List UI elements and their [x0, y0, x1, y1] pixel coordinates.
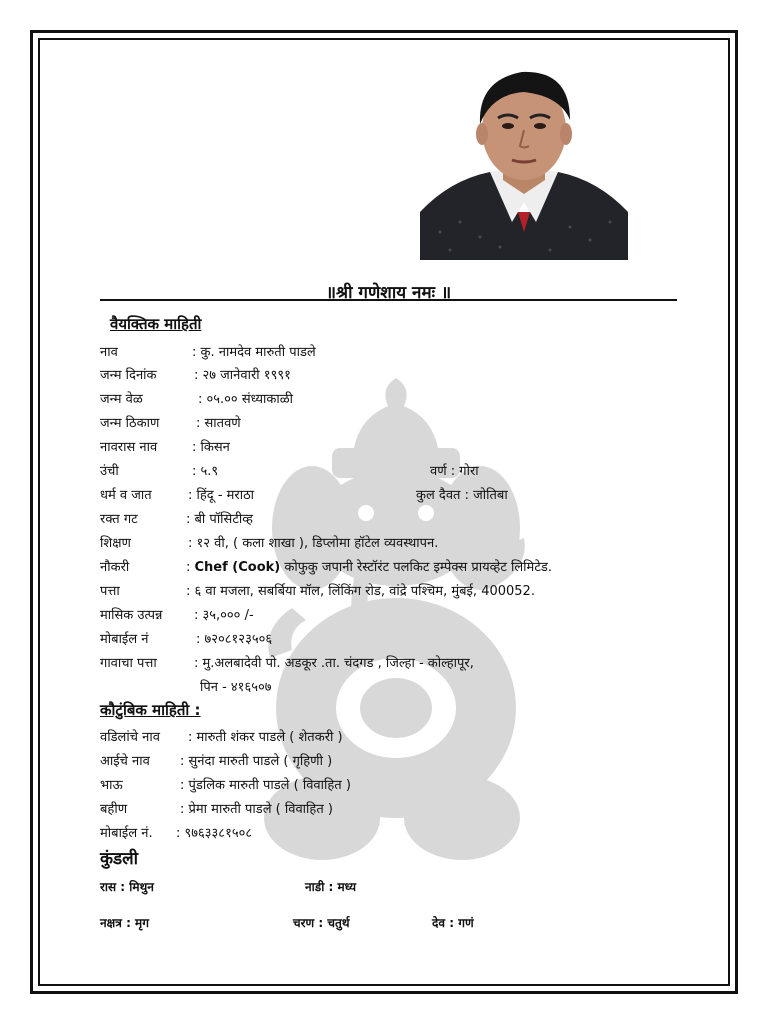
blood-label: रक्त गट [100, 512, 138, 527]
personal-info-heading: वैयक्तिक माहिती [110, 315, 202, 333]
sister-label: बहीण [100, 802, 128, 817]
religion-value: : हिंदू - मराठा [188, 488, 255, 503]
mobile-value: : ७२०८१२३५०६ [196, 632, 273, 647]
kuldaivat: कुल दैवत : जोतिबा [416, 488, 508, 503]
invocation-title: ॥श्री गणेशाय नमः ॥ [325, 283, 452, 303]
mother-value: : सुनंदा मारुती पाडले ( गृहिणी ) [180, 754, 333, 769]
address-label: पत्ता [100, 584, 120, 599]
dev: देव : गणं [432, 916, 474, 930]
alias-value: : किसन [192, 440, 230, 455]
birth-time-label: जन्म वेळ [100, 392, 143, 407]
pin-value: पिन - ४१६५०७ [200, 680, 272, 695]
birth-place-value: : सातवणे [196, 416, 241, 431]
job-label: नौकरी [100, 560, 130, 575]
sister-value: : प्रेमा मारुती पाडले ( विवाहित ) [180, 802, 333, 817]
address-value: : ६ वा मजला, सबर्बिया मॉल, लिंकिंग रोड, वांद्रे पश्चिम, मुंबई, 400052. [186, 584, 535, 599]
job-prefix: : [186, 560, 195, 575]
religion-label: धर्म व जात [100, 488, 152, 503]
height-label: उंची [100, 464, 119, 479]
job-value [186, 557, 552, 575]
job-title: Chef (Cook) [194, 560, 281, 575]
village-value: : मु.अलबादेवी पो. अडकूर .ता. चंदगड , जिल्हा - कोल्हापूर, [194, 656, 474, 671]
ras: रास : मिथुन [100, 880, 154, 894]
education-value: : १२ वी, ( कला शाखा ), डिप्लोमा हॉटेल व्यवस्थापन. [188, 536, 439, 551]
family-info-heading: कौटुंबिक माहिती : [100, 701, 201, 719]
complexion: वर्ण : गोरा [430, 464, 479, 479]
job-employer: कोफुकु जपानी रेस्टॉरंट पलकिट इम्पेक्स प्रायव्हेट लिमिटेड. [280, 560, 552, 575]
nadi: नाडी : मध्य [305, 880, 357, 894]
mobile-label: मोबाईल नं [100, 632, 149, 647]
height-value: : ५.९ [192, 464, 219, 479]
nakshatra: नक्षत्र : मृग [100, 916, 149, 930]
name-value: : कु. नामदेव मारुती पाडले [192, 345, 316, 360]
family-mobile-value: : ९७६३३८१५०८ [176, 826, 253, 841]
charan: चरण : चतुर्थ [293, 916, 350, 930]
income-value: : ३५,००० /- [194, 608, 254, 623]
brother-value: : पुंडलिक मारुती पाडले ( विवाहित ) [180, 778, 351, 793]
blood-value: : बी पॉसिटीव्ह [186, 512, 253, 527]
kundli-heading: कुंडली [100, 849, 139, 869]
income-label: मासिक उत्पन्न [100, 608, 163, 623]
birth-place-label: जन्म ठिकाण [100, 416, 160, 431]
mother-label: आईचे नाव [100, 754, 150, 769]
father-value: : मारुती शंकर पाडले ( शेतकरी ) [188, 730, 343, 745]
profile-photo [420, 62, 628, 260]
family-mobile-label: मोबाईल नं. [100, 826, 153, 841]
ganesha-watermark-icon [262, 378, 530, 868]
title-underline [100, 299, 677, 301]
dob-value: : २७ जानेवारी १९९१ [194, 368, 291, 383]
dob-label: जन्म दिनांक [100, 368, 157, 383]
father-label: वडिलांचे नाव [100, 730, 160, 745]
alias-label: नावरास नाव [100, 440, 158, 455]
brother-label: भाऊ [100, 778, 123, 793]
education-label: शिक्षण [100, 536, 131, 551]
village-label: गावाचा पत्ता [100, 656, 157, 671]
birth-time-value: : ०५.०० संध्याकाळी [198, 392, 293, 407]
name-label: नाव [100, 345, 118, 360]
